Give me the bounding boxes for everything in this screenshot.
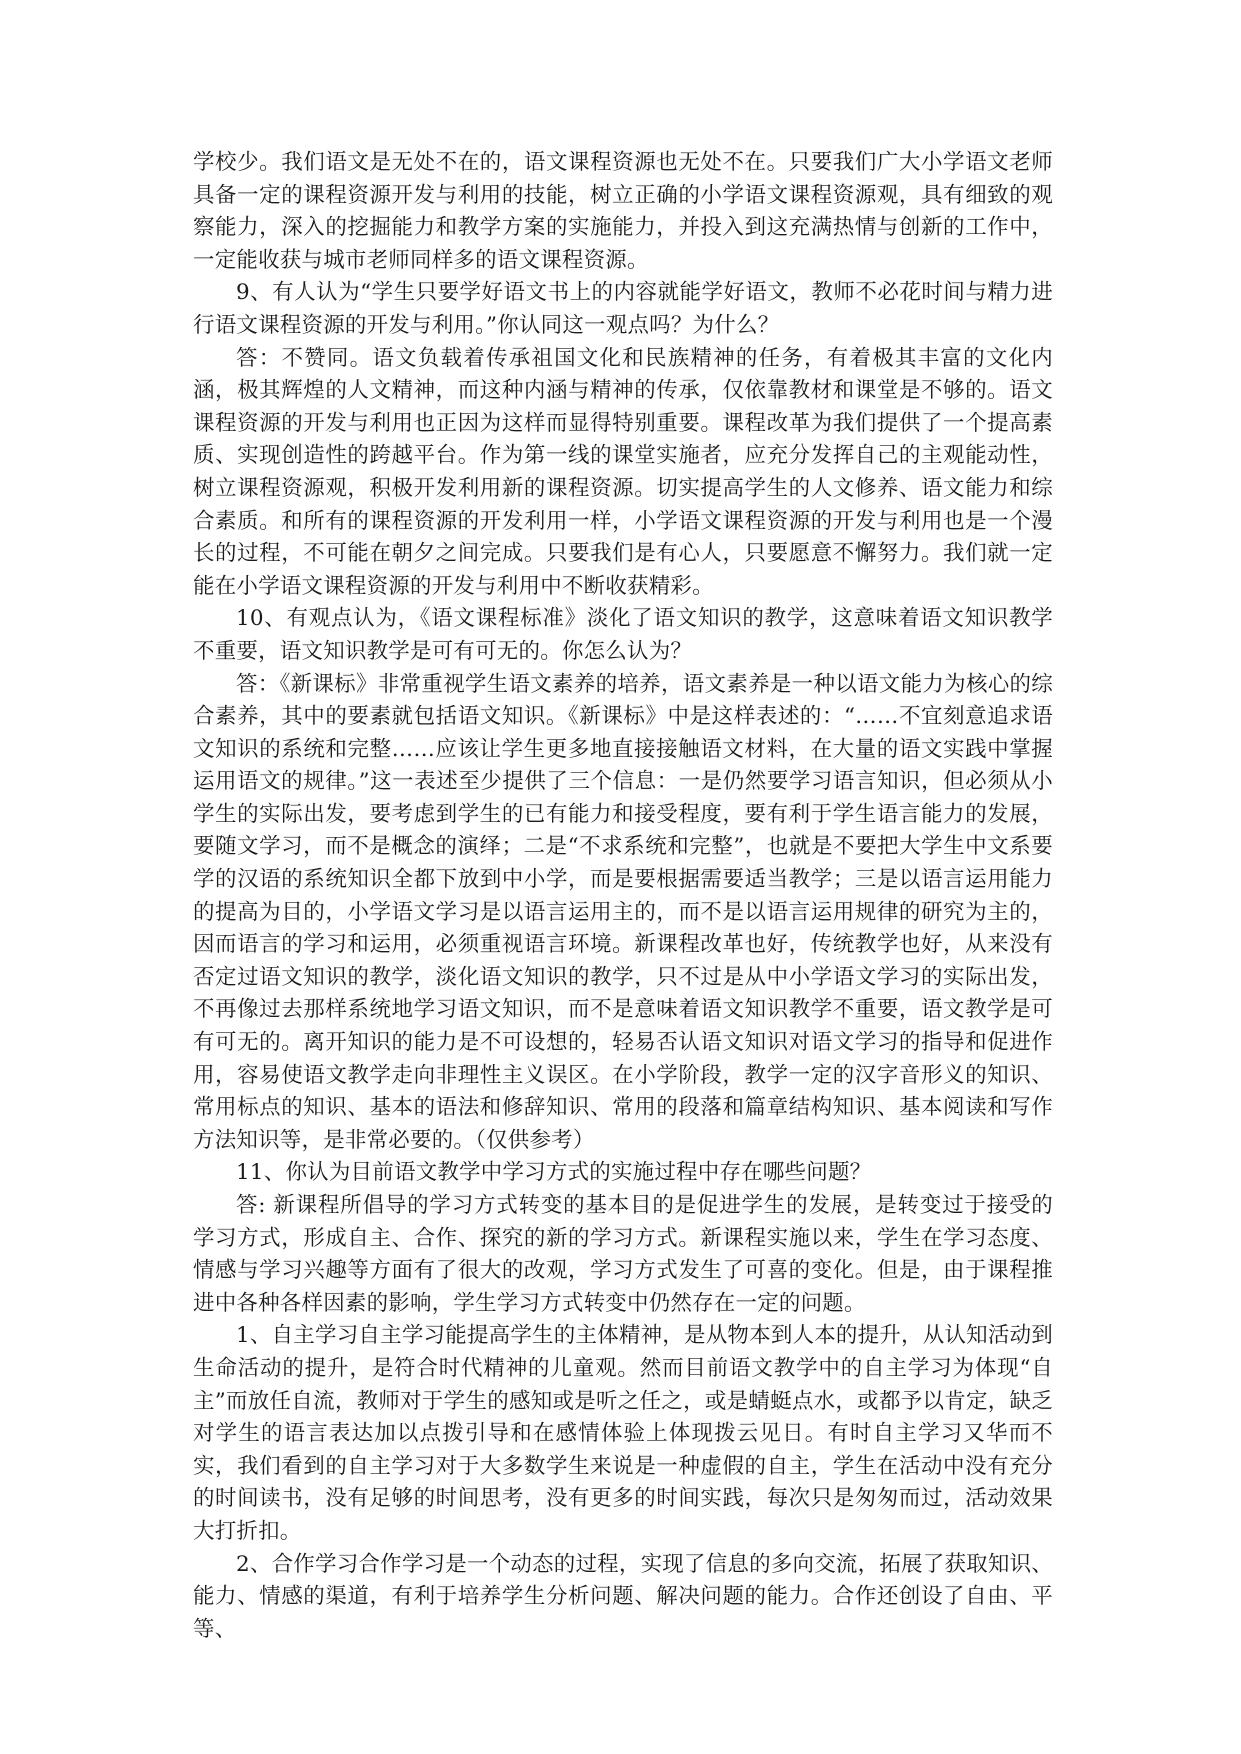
question-10: 10、有观点认为，《语文课程标准》淡化了语文知识的教学，这意味着语文知识教学不重要，语文知识教学是可有可无的。你怎么认为？ xyxy=(193,606,1053,664)
document-page xyxy=(193,147,1053,1646)
answer-11-point-2: 2、合作学习合作学习是一个动态的过程，实现了信息的多向交流，拓展了获取知识、能力、情感的渠道，有利于培养学生分析问题、解决问题的能力。合作还创设了自由、平等、 xyxy=(193,1551,1053,1642)
answer-9: 答：不赞同。语文负载着传承祖国文化和民族精神的任务，有着极其丰富的文化内涵，极其辉煌的人文精神，而这种内涵与精神的传承，仅依靠教材和课堂是不够的。语文课程资源的开发与利用也正因为这样而显得特别重要。课程改革为我们提供了一个提高素质、实现创造性的跨越平台。作为第一线的课堂实施者，应充分发挥自己的主观能动性，树立课程资源观，积极开发利用新的课程资源。切实提高学生的人文修养、语文能力和综合素质。和所有的课程资源的开发利用一样，小学语文课程资源的开发与利用也是一个漫长的过程，不可能在朝夕之间完成。只要我们是有心人，只要愿意不懈努力。我们就一定能在小学语文课程资源的开发与利用中不断收获精彩。 xyxy=(193,345,1053,599)
answer-10: 答：《新课标》非常重视学生语文素养的培养，语文素养是一种以语文能力为核心的综合素养，其中的要素就包括语文知识。《新课标》中是这样表述的：“……不宜刻意追求语文知识的系统和完整……应该让学生更多地直接接触语文材料，在大量的语文实践中掌握运用语文的规律。”这一表述至少提供了三个信息：一是仍然要学习语言知识，但必须从小学生的实际出发，要考虑到学生的已有能力和接受程度，要有利于学生语言能力的发展，要随文学习，而不是概念的演绎；二是“不求系统和完整”，也就是不要把大学生中文系要学的汉语的系统知识全都下放到中小学，而是要根据需要适当教学；三是以语言运用能力的提高为目的，小学语文学习是以语言运用主的，而不是以语言运用规律的研究为主的，因而语言的学习和运用，必须重视语言环境。新课程改革也好，传统教学也好，从来没有否定过语文知识的教学，淡化语文知识的教学，只不过是从中小学语文学习的实际出发，不再像过去那样系统地学习语文知识，而不是意味着语文知识教学不重要，语文教学是可有可无的。离开知识的能力是不可设想的，轻易否认语文知识对语文学习的指导和促进作用，容易使语文教学走向非理性主义误区。在小学阶段，教学一定的汉字音形义的知识、常用标点的知识、基本的语法和修辞知识、常用的段落和篇章结构知识、基本阅读和写作方法知识等，是非常必要的。（仅供参考） xyxy=(193,671,1053,1153)
answer-11-point-1: 1、自主学习自主学习能提高学生的主体精神，是从物本到人本的提升，从认知活动到生命活动的提升，是符合时代精神的儿童观。然而目前语文教学中的自主学习为体现“自主”而放任自流，教师对于学生的感知或是听之任之，或是蜻蜓点水，或都予以肯定，缺乏对学生的语言表达加以点拨引导和在感情体验上体现拨云见日。有时自主学习又华而不实，我们看到的自主学习对于大多数学生来说是一种虚假的自主，学生在活动中没有充分的时间读书，没有足够的时间思考，没有更多的时间实践，每次只是匆匆而过，活动效果大打折扣。 xyxy=(193,1323,1053,1544)
question-9: 9、有人认为“学生只要学好语文书上的内容就能学好语文，教师不必花时间与精力进行语文课程资源的开发与利用。”你认同这一观点吗？为什么？ xyxy=(193,280,1053,338)
answer-11-intro: 答: 新课程所倡导的学习方式转变的基本目的是促进学生的发展，是转变过于接受的学习方式，形成自主、合作、探究的新的学习方式。新课程实施以来，学生在学习态度、情感与学习兴趣等方面有了很大的改观，学习方式发生了可喜的变化。但是，由于课程推进中各种各样因素的影响，学生学习方式转变中仍然存在一定的问题。 xyxy=(193,1193,1053,1316)
question-11: 11、你认为目前语文教学中学习方式的实施过程中存在哪些问题？ xyxy=(236,1160,872,1186)
paragraph-continuation: 学校少。我们语文是无处不在的，语文课程资源也无处不在。只要我们广大小学语文老师具备一定的课程资源开发与利用的技能，树立正确的小学语文课程资源观，具有细致的观察能力，深入的挖掘能力和教学方案的实施能力，并投入到这充满热情与创新的工作中，一定能收获与城市老师同样多的语文课程资源。 xyxy=(193,150,1053,273)
